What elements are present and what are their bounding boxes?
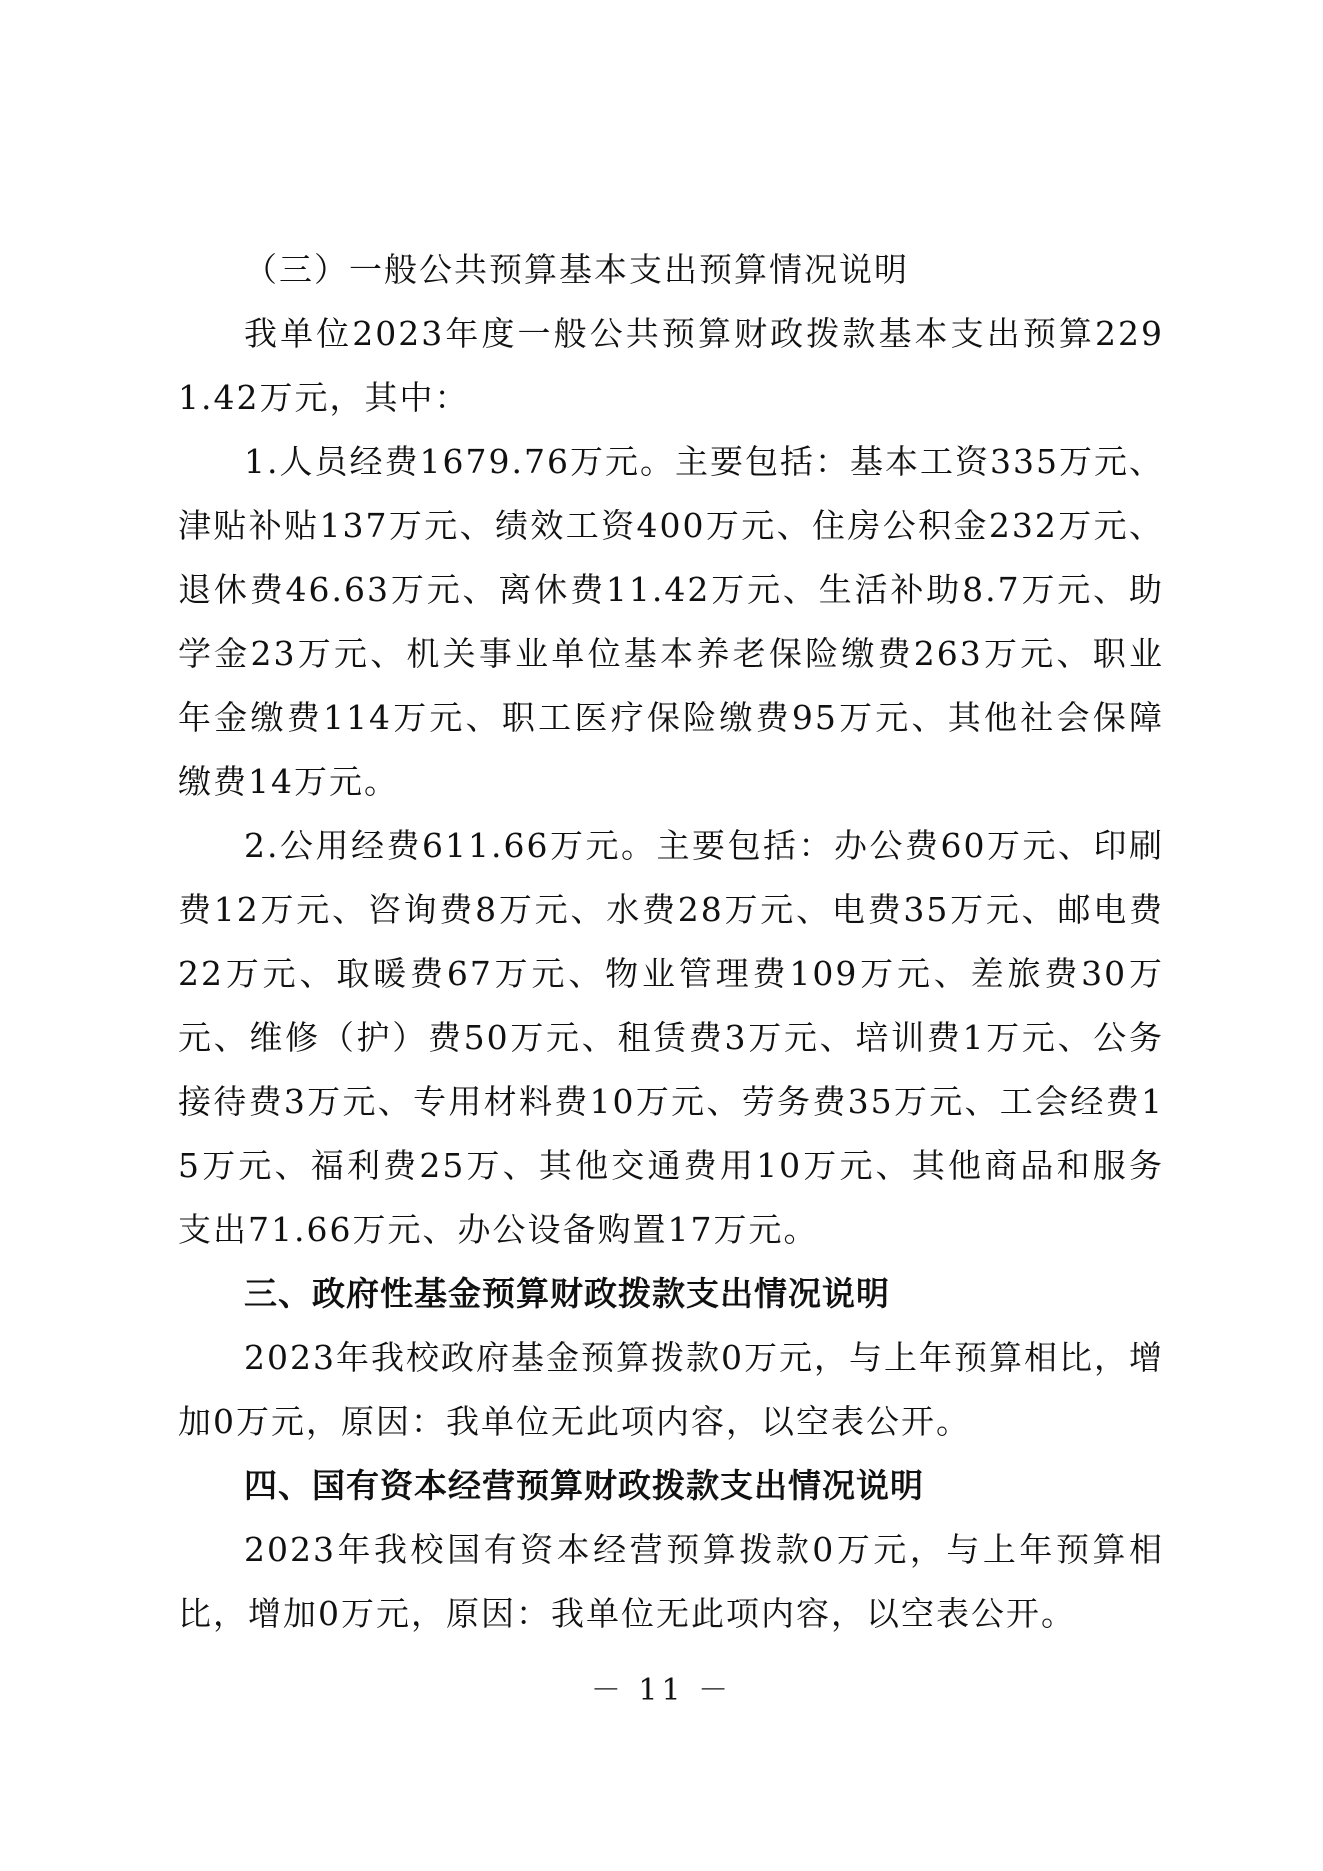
subsection-heading-basic-expenditure: （三）一般公共预算基本支出预算情况说明: [244, 250, 909, 289]
personnel-expense-paragraph: 1.人员经费1679.76万元。主要包括：基本工资335万元、津贴补贴137万元、绩效工资400万元、住房公积金232万元、退休费46.63万元、离休费11.42万元、生活补助8.7万元、助学金23万元、机关事业单位基本养老保险缴费263万元、职业年金缴费114万元、职工医疗保险缴费95万元、其他社会保障缴费14万元。: [178, 442, 1164, 801]
page-content: [178, 238, 1164, 1646]
section-heading-state-capital: 四、国有资本经营预算财政拨款支出情况说明: [244, 1466, 924, 1505]
government-fund-paragraph: 2023年我校政府基金预算拨款0万元，与上年预算相比，增加0万元，原因：我单位无此项内容，以空表公开。: [178, 1338, 1164, 1441]
basic-expenditure-intro-paragraph: 我单位2023年度一般公共预算财政拨款基本支出预算2291.42万元，其中：: [178, 314, 1164, 417]
public-expense-paragraph: 2.公用经费611.66万元。主要包括：办公费60万元、印刷费12万元、咨询费8万元、水费28万元、电费35万元、邮电费22万元、取暖费67万元、物业管理费109万元、差旅费30万元、维修（护）费50万元、租赁费3万元、培训费1万元、公务接待费3万元、专用材料费10万元、劳务费35万元、工会经费15万元、福利费25万、其他交通费用10万元、其他商品和服务支出71.66万元、办公设备购置17万元。: [178, 826, 1164, 1249]
state-capital-paragraph: 2023年我校国有资本经营预算拨款0万元，与上年预算相比，增加0万元，原因：我单位无此项内容，以空表公开。: [178, 1530, 1164, 1633]
page-number: － 11 －: [590, 1673, 733, 1708]
section-heading-government-fund: 三、政府性基金预算财政拨款支出情况说明: [244, 1274, 890, 1313]
